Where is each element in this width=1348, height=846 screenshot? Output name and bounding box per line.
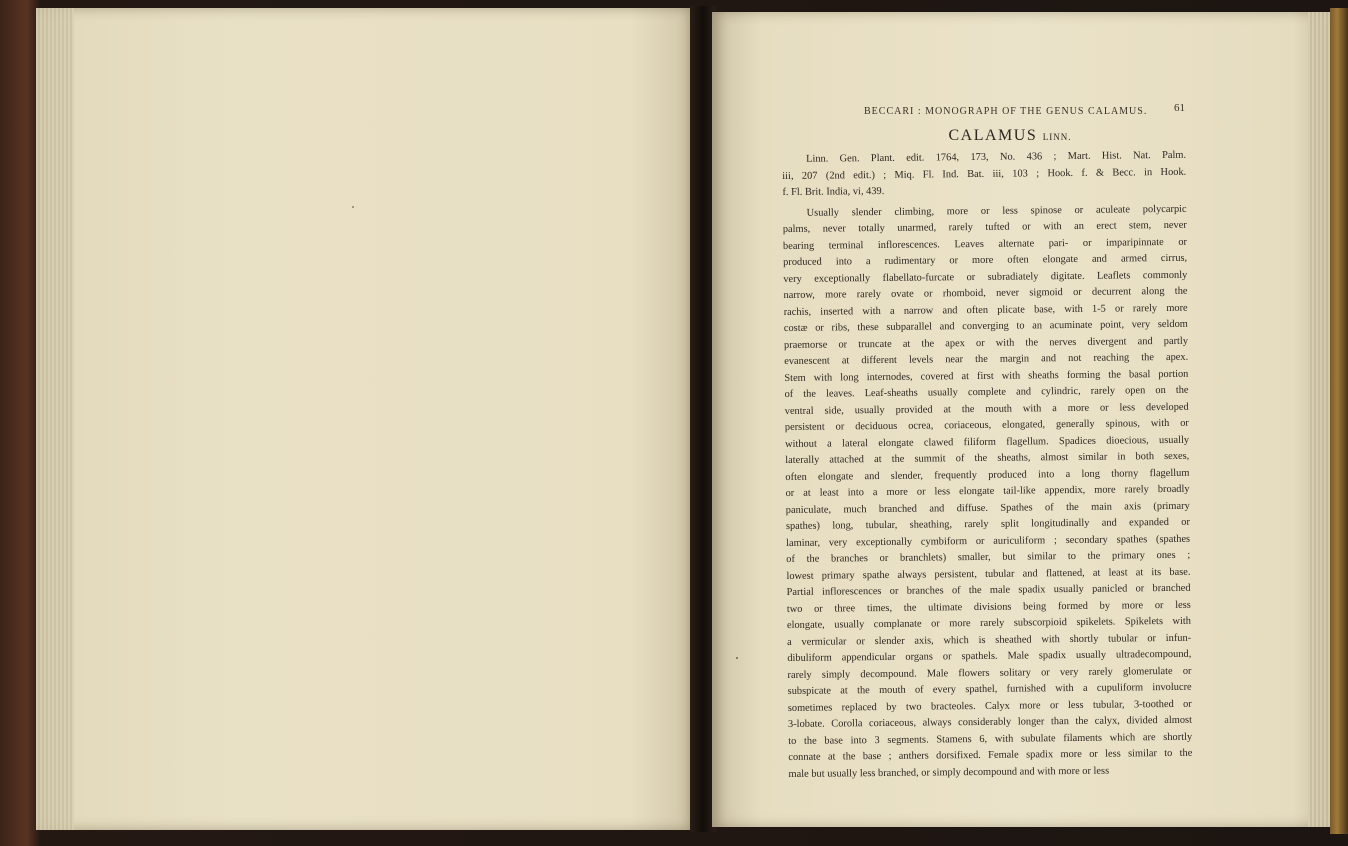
description-line: rachis, inserted with a narrow and often plicate base, with 1-5 or rarely more — [783, 302, 1188, 318]
description-line: to the base into 3 segments. Stamens 6, with subulate filaments which are shortly — [788, 731, 1193, 747]
description-line: laminar, very exceptionally cymbiform or auriculiform ; secondary spathes (spathes — [786, 533, 1191, 549]
description-line: a vermicular or slender axis, which is sheathed with shortly tubular or infun- — [787, 632, 1192, 648]
description-line: Usually slender climbing, more or less spinose or aculeate polycarpic — [806, 203, 1187, 219]
right-page-edges — [1308, 12, 1330, 827]
page-number: 61 — [1174, 102, 1185, 114]
left-page-edges — [36, 8, 74, 830]
genus-name: CALAMUS — [948, 127, 1038, 144]
description-line: subspicate at the mouth of every spathel, furnished with a cupuliform involucre — [787, 681, 1192, 697]
reference-line: Linn. Gen. Plant. edit. 1764, 173, No. 436 ; Mart. Hist. Nat. Palm. — [806, 149, 1187, 165]
reference-line: iii, 207 (2nd edit.) ; Miq. Fl. Ind. Bat. iii, 103 ; Hook. f. & Becc. in Hook. — [782, 166, 1187, 182]
page-speck — [352, 206, 354, 208]
description-line: or at least into a more or less elongate tail-like appendix, more rarely broadly — [785, 483, 1190, 499]
description-line: narrow, more rarely ovate or rhomboid, never sigmoid or decurrent along the — [783, 285, 1188, 301]
genus-heading — [770, 127, 1250, 145]
description-line: sometimes replaced by two bracteoles. Calyx more or less tubular, 3-toothed or — [787, 698, 1192, 714]
description-line: of the leaves. Leaf-sheaths usually complete and cylindric, rarely open on the — [784, 384, 1189, 400]
description-line: produced into a rudimentary or more often elongate and armed cirrus, — [783, 252, 1188, 268]
description-line: connate at the base ; anthers dorsifixed. Female spadix more or less similar to the — [788, 747, 1193, 763]
description-line: spathes) long, tubular, sheathing, rarely split longitudinally and expanded or — [785, 516, 1190, 532]
description-line: two or three times, the ultimate divisions being formed by more or less — [786, 599, 1191, 615]
description-line: 3-lobate. Corolla coriaceous, always considerably longer than the calyx, divided almost — [787, 714, 1193, 730]
book-cover-edge — [1330, 8, 1348, 834]
description-line: rarely simply decompound. Male flowers solitary or very rarely glomerulate or — [787, 665, 1192, 681]
description-line: evanescent at different levels near the margin and not reaching the apex. — [784, 351, 1189, 367]
description-line: Stem with long internodes, covered at first with sheaths forming the basal portion — [784, 368, 1189, 384]
description-line: male but usually less branched, or simply decompound and with more or less — [788, 765, 1110, 780]
description-line: without a lateral elongate clawed filiform flagellum. Spadices dioecious, usually — [785, 434, 1190, 450]
description-line: bearing terminal inflorescences. Leaves alternate pari- or imparipinnate or — [782, 236, 1188, 252]
running-head: BECCARI : MONOGRAPH OF THE GENUS CALAMUS. — [864, 106, 1148, 117]
description-line: costæ or ribs, these subparallel and converging to an acuminate point, very seldom — [783, 318, 1188, 334]
description-line: palms, never totally unarmed, rarely tufted or with an erect stem, never — [782, 219, 1187, 235]
description-block — [783, 201, 1193, 783]
description-line: paniculate, much branched and diffuse. Spathes of the main axis (primary — [785, 500, 1190, 516]
left-page-blank — [36, 8, 696, 830]
description-line: persistent or deciduous ocrea, coriaceous, elongated, generally spinous, with or — [784, 417, 1189, 433]
body-text — [782, 148, 1193, 783]
description-line: very exceptionally flabellato-furcate or subradiately digitate. Leaflets commonly — [783, 269, 1188, 285]
description-line: praemorse or truncate at the apex or with the nerves divergent and partly — [783, 335, 1189, 351]
description-line: often elongate and slender, frequently produced into a long thorny flagellum — [785, 467, 1190, 483]
description-line: lowest primary spathe always persistent, tubular and flattened, at least at its base. — [786, 566, 1191, 582]
reference-block — [782, 148, 1186, 202]
description-line: dibuliform appendicular organs or spathels. Male spadix usually ultradecompound, — [787, 648, 1192, 664]
description-line: Partial inflorescences or branches of the male spadix usually panicled or branched — [786, 582, 1191, 598]
description-line: laterally attached at the summit of the sheaths, almost similar in both sexes, — [785, 450, 1190, 466]
description-line: elongate, usually complanate or more rarely subscorpioid spikelets. Spikelets with — [786, 615, 1191, 631]
page-speck — [736, 657, 738, 659]
genus-author: LINN. — [1042, 132, 1072, 142]
description-line: ventral side, usually provided at the mouth with a more or less developed — [784, 401, 1189, 417]
description-line: of the branches or branchlets) smaller, but similar to the primary ones ; — [786, 549, 1191, 565]
reference-line: f. Fl. Brit. India, vi, 439. — [782, 185, 885, 198]
